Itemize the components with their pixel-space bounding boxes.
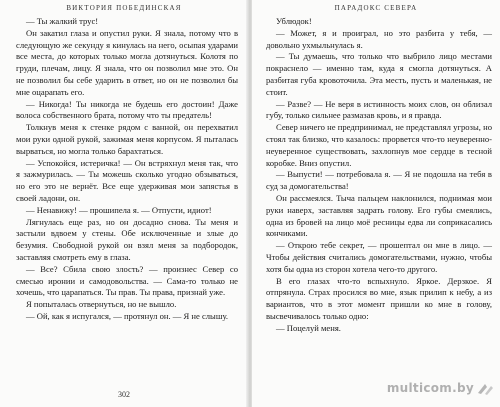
left-page-text	[16, 16, 238, 323]
left-paragraph: Толкнув меня к стенке рядом с ванной, он перехватил мои руки одной рукой, зажимая меня корпусом. Я пыталась вырваться, но могла только барахтаться.	[16, 122, 238, 156]
left-paragraph: — Все? Сбила свою злость? — произнес Север со смесью иронии и самодовольства. — Сама-то только не хочешь, что царапаться. Ты прав. Ты права, признай уже.	[16, 263, 238, 298]
right-paragraph: Ублюдок!	[276, 16, 312, 26]
right-page	[252, 0, 500, 407]
left-paragraph: — Ой, как я испугался, — протянул он. — Я не слышу.	[26, 310, 229, 321]
right-paragraph: — Выпусти! — потребовала я. — Я не подошла на тебя в суд за домогательства!	[266, 169, 492, 192]
watermark-text: multicom.by	[386, 381, 474, 395]
left-paragraph: Я попыталась отвернуться, но не вышло.	[26, 299, 177, 310]
right-paragraph: — Поцелуй меня.	[276, 322, 341, 333]
right-paragraph: — Разве? — Не веря в истинность моих слов, он облизал губу, только сильнее размазав кровь, и я правда.	[266, 98, 492, 121]
right-page-text	[266, 16, 492, 335]
left-paragraph: — Успокойся, истеричка! — Он встряхнул меня так, что я зажмурилась. — Ты можешь сколько угодно обзываться, но его это не вернёт. Все еще удерживая мои запястья в своей ладони, он.	[16, 157, 238, 203]
right-running-header: ПАРАДОКС СЕВЕРА	[334, 4, 418, 12]
right-paragraph: — Может, я и проиграл, но это разбита у тебя, — довольно ухмыльнулась я.	[266, 27, 492, 50]
page-number: 302	[118, 390, 130, 399]
watermark-logo-icon	[476, 381, 494, 397]
right-paragraph: — Ты думаешь, что только что выбрило лицо местами покраснело — именно там, куда я смогла дотянуться. А разбитая губа кровоточила. Эта месть, пусть и маленькая, не стоит.	[266, 51, 492, 97]
left-running-header: ВИКТОРИЯ ПОБЕДИНСКАЯ	[66, 4, 182, 12]
right-paragraph: В его глазах что-то вспыхнуло. Яркое. Дерзкое. Я отпрянула. Страх просился во мне, язык прилип к небу, а из вариантов, что в этот момент пришли ко мне в голову, высвечивалось только одно:	[266, 275, 492, 321]
right-paragraph: Север ничего не предпринимал, не представлял угрозы, но стоял так близко, что казалось: прорвется что-то неуверенно-неуверенное существовать, захлопнув мое сердце в тесной коробке. Вниз опустил.	[266, 122, 492, 168]
right-paragraph: Он рассмеялся. Тыча пальцем наклонился, поднимая мои руки наверх, заставляя задрать голову. Его губы смеялись, одна из бровей на лицо моё ресницы едва ли соприкасались кончиками.	[266, 192, 492, 239]
left-paragraph: — Ты жалкий трус!	[26, 16, 99, 26]
left-paragraph: — Ненавижу! — прошипела я. — Отпусти, идиот!	[26, 204, 212, 215]
left-page	[0, 0, 248, 407]
right-paragraph: — Открою тебе секрет, — прошептал он мне в лицо. — Чтобы действия считались домогательствами, нужно, чтобы хотя бы одна из сторон хотела чего-то другого.	[266, 240, 492, 274]
left-paragraph: Он закатил глаза и опустил руки. Я знала, потому что в следующую же секунду я кинулась на него, осыпая ударами все места, до которых только могла дотянуться. Колотя по груди, плечам, лицу. Я знала, что он позволил мне это. Он не позволил бы себе ударить в ответ, но он не позволил бы мне оцарапать его.	[16, 27, 238, 97]
left-paragraph: — Никогда! Ты никогда не будешь его достоин! Даже волоса собственного брата, потому что ты предатель!	[16, 98, 238, 121]
left-paragraph: Лягнулась еще раз, но он досадно снова. Ты меня и застыли вдвоем у стены. Обе исключенные и злые до безумия. Свободной рукой он взял меня за подбородок, заставляя смотреть ему в глаза.	[16, 216, 238, 262]
